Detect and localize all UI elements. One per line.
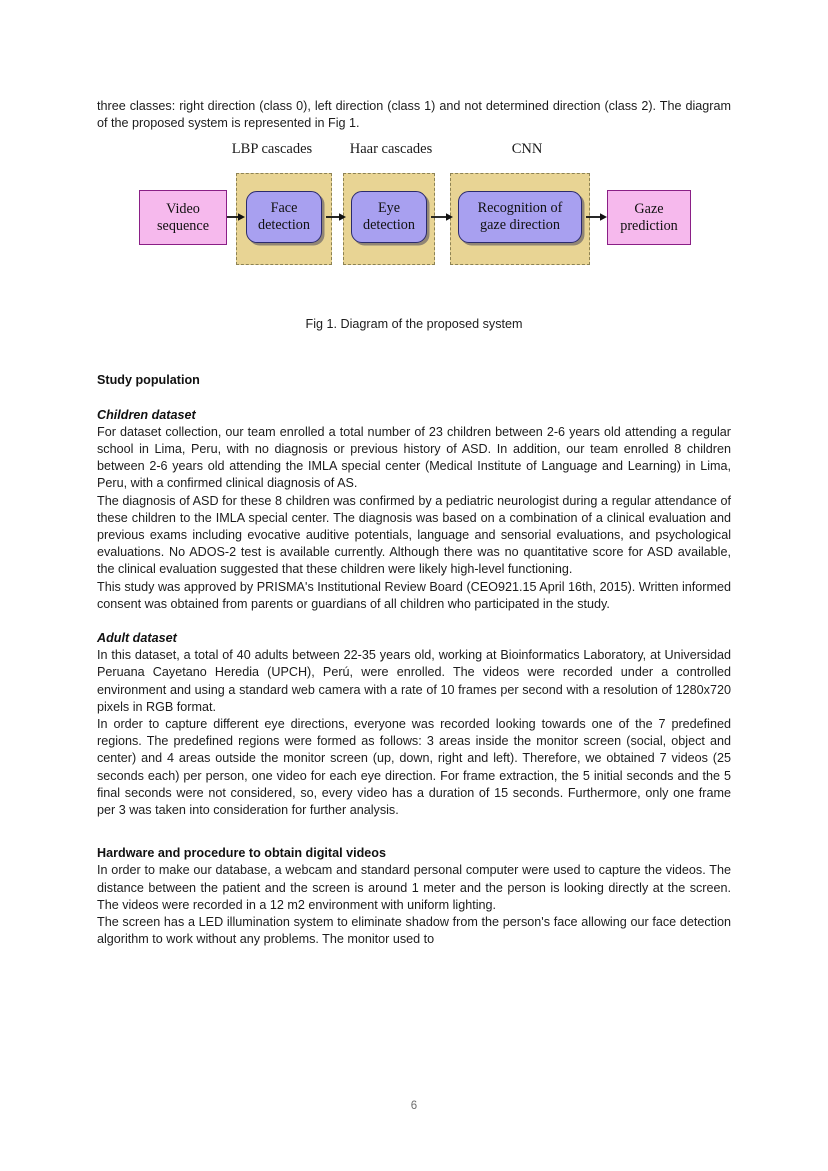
stage-label-cnn: CNN — [511, 141, 543, 158]
node-line-2: prediction — [620, 217, 678, 234]
paragraph: For dataset collection, our team enrolled a total number of 23 children between 2-6 years old attending a regular school in Lima, Peru, with no diagnosis or previous history of ASD. In addition, our team enrolled 8 children between 2-6 years old attending the IMLA special center (Medical Institute of Language and Learning) in Lima, Peru, with a confirmed clinical diagnosis of AS. — [97, 424, 731, 491]
node-eye-detection — [351, 191, 427, 243]
figure-diagram — [97, 141, 731, 316]
section-heading: Hardware and procedure to obtain digital videos — [97, 846, 387, 861]
paragraph: The diagnosis of ASD for these 8 children was confirmed by a pediatric neurologist during a regular attendance of these children to the IMLA special center. The diagnosis was based on a combination of a clinical evaluation and previous exams including evocative auditive potentials, language and sensorial evaluations, and psychological evaluations. No ADOS-2 test is available currently. Although there was no quantitative score for ASD available, the clinical evaluation suggested that these children were likely high-level functioning. — [97, 493, 731, 577]
node-line-2: gaze direction — [480, 217, 560, 234]
section-hardware-procedure — [97, 845, 731, 948]
node-line-2: detection — [258, 217, 310, 234]
spacer — [97, 346, 731, 372]
node-gaze-prediction — [607, 190, 691, 245]
spacer — [97, 132, 731, 141]
paragraph: In order to make our database, a webcam and standard personal computer were used to capture the videos. The distance between the patient and the screen is around 1 meter and the person is looking directly at the screen. The videos were recorded in a 12 m2 environment with uniform lighting. — [97, 863, 731, 912]
page-content — [97, 98, 731, 949]
node-line-1: Gaze — [634, 200, 664, 217]
spacer — [97, 819, 731, 845]
stage-label-haar-cascades: Haar cascades — [349, 141, 433, 158]
paragraph: The screen has a LED illumination system to eliminate shadow from the person's face allowing our face detection algorithm to work without any problems. The monitor used to — [97, 915, 731, 947]
node-gaze-recognition — [458, 191, 582, 243]
figure-caption: Fig 1. Diagram of the proposed system — [305, 317, 523, 332]
paragraph: This study was approved by PRISMA's Institutional Review Board (CEO921.15 April 16th, 2015). Written informed consent was obtained from parents or guardians of all children who participated in the study. — [97, 579, 731, 611]
node-line-2: sequence — [157, 217, 209, 234]
arrow-icon-2 — [326, 212, 346, 222]
subsection-heading: Children dataset — [97, 407, 196, 422]
subsection-heading: Adult dataset — [97, 631, 177, 646]
figure-1 — [97, 141, 731, 346]
node-line-1: Video — [166, 200, 200, 217]
section-study-population — [97, 372, 731, 819]
node-line-1: Face — [270, 200, 298, 217]
arrow-icon-1 — [227, 212, 245, 222]
arrow-icon-4 — [586, 212, 607, 222]
section-heading: Study population — [97, 373, 200, 388]
stage-label-lbp-cascades: LBP cascades — [231, 141, 313, 158]
arrow-icon-3 — [431, 212, 453, 222]
spacer — [97, 390, 731, 407]
subsection-adult-dataset — [97, 630, 731, 819]
intro-paragraph: three classes: right direction (class 0), left direction (class 1) and not determined direction (class 2). The diagram of the proposed system is represented in Fig 1. — [97, 99, 731, 131]
node-face-detection — [246, 191, 322, 243]
paragraph: In this dataset, a total of 40 adults between 22-35 years old, working at Bioinformatics Laboratory, at Universidad Peruana Cayetano Heredia (UPCH), Perú, were enrolled. The videos were recorded under a controlled environment and using a standard web camera with a rate of 10 frames per second with a resolution of 1280x720 pixels in RGB format. — [97, 648, 731, 714]
node-line-2: detection — [363, 217, 415, 234]
page-number: 6 — [410, 1100, 418, 1112]
subsection-children-dataset — [97, 407, 731, 613]
spacer — [97, 613, 731, 630]
node-line-1: Recognition of — [477, 200, 563, 217]
node-video-sequence — [139, 190, 227, 245]
paragraph: In order to capture different eye directions, everyone was recorded looking towards one of the 7 predefined regions. The predefined regions were formed as follows: 3 areas inside the monitor screen (social, object and center) and 4 areas outside the monitor screen (up, down, right and left). Therefore, we obtained 7 videos (25 seconds each) per person, one video for each eye direction. For frame extraction, the 5 initial seconds and the 5 final seconds were not considered, so, every video has a duration of 15 seconds. Furthermore, only one frame per 3 was taken into consideration for further analysis. — [97, 717, 731, 818]
node-line-1: Eye — [377, 200, 401, 217]
